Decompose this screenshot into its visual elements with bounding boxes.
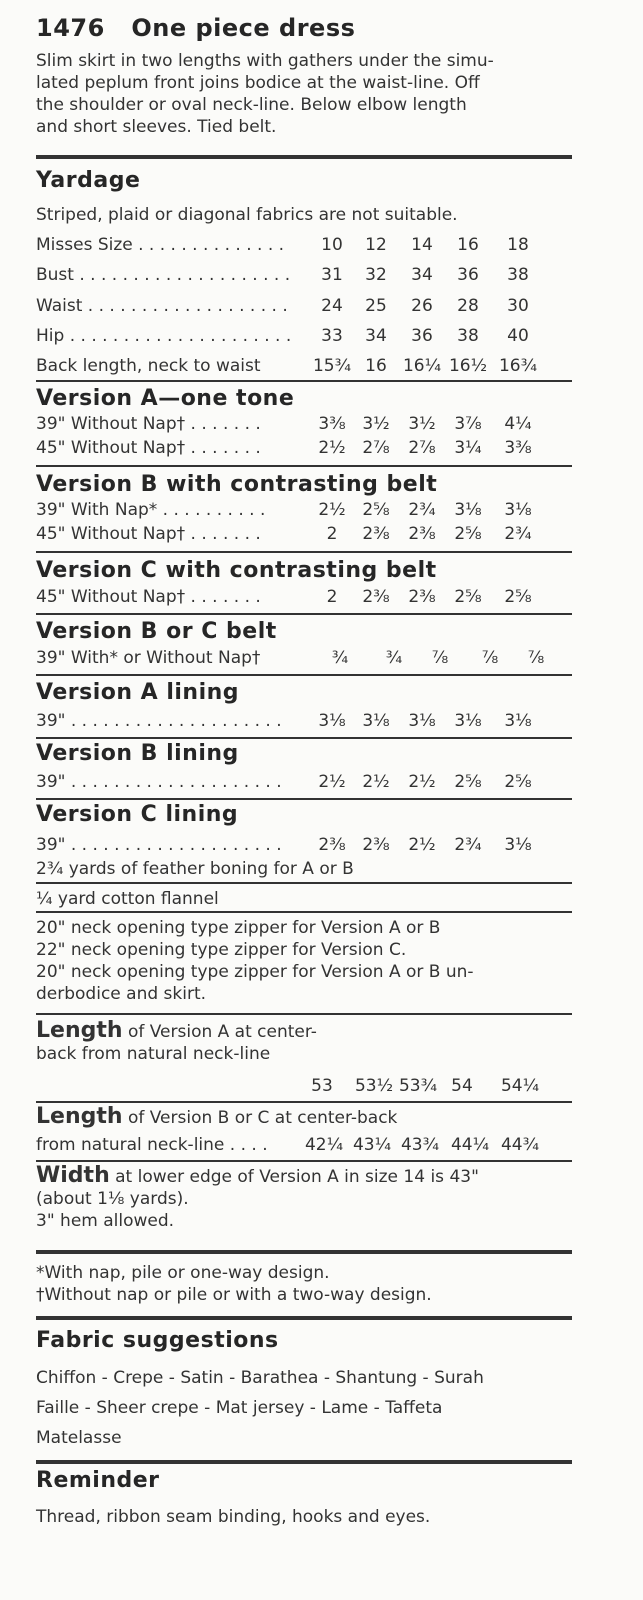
value-cell: 2⅜ — [362, 524, 390, 544]
version-a-heading: Version A—one tone — [36, 386, 295, 411]
value-cell: 3⅛ — [504, 835, 532, 855]
value-cell: 24 — [321, 296, 343, 316]
value-cell: 2¾ — [454, 835, 482, 855]
value-cell: 2⅝ — [504, 772, 532, 792]
value-cell: ⅞ — [431, 648, 449, 668]
value-cell: 2⅜ — [318, 835, 346, 855]
fabric-width-label: 39" . . . . . . . . . . . . . . . . . . . . — [36, 772, 282, 792]
divider — [36, 1460, 572, 1464]
value-cell: 32 — [365, 265, 387, 285]
value-cell: 15¾ — [312, 356, 352, 376]
length-bc-block — [36, 1106, 572, 1129]
fabric-line: Matelasse — [36, 1428, 122, 1448]
fabric-list — [36, 1363, 572, 1453]
value-cell: 3⅛ — [408, 711, 436, 731]
value-cell: 33 — [321, 326, 343, 346]
value-cell: 3½ — [408, 414, 436, 434]
value-cell: 14 — [411, 235, 433, 255]
value-cell: 16½ — [448, 356, 488, 376]
fabric-width-label: 45" Without Nap† . . . . . . . — [36, 587, 261, 607]
value-cell: ⅞ — [481, 648, 499, 668]
value-cell: 2½ — [318, 438, 346, 458]
zipper-line: 20" neck opening type zipper for Version A or B — [36, 918, 441, 938]
value-cell: 26 — [411, 296, 433, 316]
value-cell: 34 — [365, 326, 387, 346]
width-head: Width — [36, 1163, 110, 1188]
value-cell: 2⅞ — [408, 438, 436, 458]
measurement-label: Misses Size . . . . . . . . . . . . . . — [36, 235, 285, 255]
yardage-row — [36, 648, 572, 672]
divider — [36, 1013, 572, 1015]
value-cell: 2½ — [318, 500, 346, 520]
value-cell: 2½ — [408, 835, 436, 855]
pattern-number: 1476 — [36, 14, 105, 42]
length-bc-line1: of Version B or C at center-back — [127, 1108, 398, 1128]
length-a-head: Length — [36, 1018, 123, 1043]
value-cell: 16¼ — [402, 356, 442, 376]
footnotes — [36, 1262, 572, 1306]
yardage-row — [36, 438, 572, 462]
yardage-note: Striped, plaid or diagonal fabrics are not suitable. — [36, 205, 458, 225]
value-cell: 54¼ — [500, 1076, 540, 1096]
value-cell: 2⅝ — [362, 500, 390, 520]
value-cell: 2⅝ — [454, 524, 482, 544]
divider — [36, 380, 572, 382]
value-cell: 18 — [507, 235, 529, 255]
version-a-lining-heading: Version A lining — [36, 680, 240, 705]
value-cell: 3½ — [362, 414, 390, 434]
value-cell: 44¼ — [450, 1135, 490, 1155]
value-cell: 53¾ — [398, 1076, 438, 1096]
yardage-row — [36, 835, 572, 859]
value-cell: 2⅜ — [408, 524, 436, 544]
divider — [36, 911, 572, 913]
value-cell: 2⅝ — [454, 772, 482, 792]
value-cell: 3⅜ — [318, 414, 346, 434]
reminder-text: Thread, ribbon seam binding, hooks and eyes. — [36, 1507, 431, 1527]
divider — [36, 551, 572, 553]
value-cell: 2⅜ — [408, 587, 436, 607]
value-cell: 54 — [451, 1076, 473, 1096]
description-line: Slim skirt in two lengths with gathers under the simu- — [36, 51, 494, 71]
zipper-line: 20" neck opening type zipper for Version A or B un- — [36, 962, 474, 982]
yardage-row — [36, 414, 572, 438]
yardage-heading: Yardage — [36, 168, 141, 193]
footnote: †Without nap or pile or with a two-way design. — [36, 1285, 432, 1305]
measurement-label: Waist . . . . . . . . . . . . . . . . . . . — [36, 296, 288, 316]
fabric-width-label: 45" Without Nap† . . . . . . . — [36, 438, 261, 458]
length-bc-line2: from natural neck-line . . . . — [36, 1135, 268, 1155]
boning-note: 2¾ yards of feather boning for A or B — [36, 859, 354, 879]
divider — [36, 1250, 572, 1254]
value-cell: ¾ — [331, 648, 349, 668]
zipper-line: derbodice and skirt. — [36, 984, 207, 1004]
value-cell: 40 — [507, 326, 529, 346]
fabric-width-label: 39" With Nap* . . . . . . . . . . — [36, 500, 266, 520]
divider — [36, 613, 572, 615]
value-cell: 4¼ — [504, 414, 532, 434]
value-cell: 2⅜ — [362, 835, 390, 855]
value-cell: 12 — [365, 235, 387, 255]
yardage-row — [36, 500, 572, 524]
fabric-line: Faille - Sheer crepe - Mat jersey - Lame - Taffeta — [36, 1398, 443, 1418]
width-line2: (about 1⅛ yards). — [36, 1189, 189, 1209]
description — [36, 50, 572, 138]
zipper-line: 22" neck opening type zipper for Version C. — [36, 940, 407, 960]
divider — [36, 1160, 572, 1162]
value-cell: 44¾ — [500, 1135, 540, 1155]
yardage-row — [36, 711, 572, 735]
description-line: and short sleeves. Tied belt. — [36, 117, 277, 137]
value-cell: 16 — [365, 356, 387, 376]
value-cell: 2⅜ — [362, 587, 390, 607]
value-cell: 2¾ — [504, 524, 532, 544]
value-cell: 42¼ — [304, 1135, 344, 1155]
version-b-lining-heading: Version B lining — [36, 741, 239, 766]
fabric-width-label: 39" . . . . . . . . . . . . . . . . . . . . — [36, 835, 282, 855]
version-c-lining-heading: Version C lining — [36, 802, 239, 827]
width-block — [36, 1165, 572, 1232]
value-cell: 3⅛ — [504, 500, 532, 520]
divider — [36, 882, 572, 884]
divider — [36, 1101, 572, 1103]
value-cell: 2¾ — [408, 500, 436, 520]
length-a-values — [36, 1076, 572, 1100]
divider — [36, 465, 572, 467]
yardage-row — [36, 772, 572, 796]
value-cell: 2⅝ — [454, 587, 482, 607]
measurement-label: Hip . . . . . . . . . . . . . . . . . . . . . — [36, 326, 292, 346]
belt-heading: Version B or C belt — [36, 619, 277, 644]
measurement-row — [36, 356, 572, 380]
value-cell: 3⅞ — [454, 414, 482, 434]
value-cell: 53 — [311, 1076, 333, 1096]
fabric-heading: Fabric suggestions — [36, 1328, 279, 1353]
value-cell: 2½ — [408, 772, 436, 792]
value-cell: 2 — [326, 587, 338, 607]
flannel-note: ¼ yard cotton flannel — [36, 889, 219, 909]
value-cell: 3⅛ — [454, 500, 482, 520]
value-cell: ⅞ — [527, 648, 545, 668]
value-cell: 43¼ — [352, 1135, 392, 1155]
value-cell: 3⅛ — [318, 711, 346, 731]
length-bc-row — [36, 1135, 572, 1159]
width-line3: 3" hem allowed. — [36, 1211, 175, 1231]
value-cell: 3¼ — [454, 438, 482, 458]
length-bc-head: Length — [36, 1104, 123, 1129]
fabric-width-label: 45" Without Nap† . . . . . . . — [36, 524, 261, 544]
length-a-block — [36, 1020, 572, 1065]
fabric-width-label: 39" Without Nap† . . . . . . . — [36, 414, 261, 434]
value-cell: ¾ — [385, 648, 403, 668]
length-a-line1: of Version A at center- — [127, 1022, 317, 1042]
value-cell: 3⅛ — [454, 711, 482, 731]
length-a-line2: back from natural neck-line — [36, 1044, 271, 1064]
version-c-heading: Version C with contrasting belt — [36, 558, 437, 583]
yardage-row — [36, 587, 572, 611]
footnote: *With nap, pile or one-way design. — [36, 1263, 330, 1283]
measurement-row — [36, 235, 572, 259]
value-cell: 43¾ — [400, 1135, 440, 1155]
divider — [36, 737, 572, 739]
measurement-row — [36, 296, 572, 320]
reminder-heading: Reminder — [36, 1468, 160, 1493]
value-cell: 3⅛ — [504, 711, 532, 731]
yardage-row — [36, 524, 572, 548]
description-line: lated peplum front joins bodice at the waist-line. Off — [36, 73, 480, 93]
value-cell: 16¾ — [498, 356, 538, 376]
value-cell: 30 — [507, 296, 529, 316]
value-cell: 2½ — [318, 772, 346, 792]
zipper-notes — [36, 917, 572, 1005]
value-cell: 2 — [326, 524, 338, 544]
value-cell: 2½ — [362, 772, 390, 792]
value-cell: 28 — [457, 296, 479, 316]
value-cell: 38 — [507, 265, 529, 285]
divider — [36, 155, 572, 159]
version-b-heading: Version B with contrasting belt — [36, 472, 438, 497]
measurement-row — [36, 265, 572, 289]
value-cell: 3⅛ — [362, 711, 390, 731]
divider — [36, 1316, 572, 1320]
fabric-width-label: 39" . . . . . . . . . . . . . . . . . . . . — [36, 711, 282, 731]
value-cell: 10 — [321, 235, 343, 255]
pattern-title — [36, 14, 572, 42]
fabric-line: Chiffon - Crepe - Satin - Barathea - Shantung - Surah — [36, 1368, 484, 1388]
value-cell: 16 — [457, 235, 479, 255]
pattern-name: One piece dress — [131, 14, 356, 42]
value-cell: 25 — [365, 296, 387, 316]
value-cell: 36 — [457, 265, 479, 285]
value-cell: 31 — [321, 265, 343, 285]
measurement-label: Bust . . . . . . . . . . . . . . . . . . . . — [36, 265, 291, 285]
width-line1: at lower edge of Version A in size 14 is 43" — [115, 1167, 479, 1187]
value-cell: 2⅞ — [362, 438, 390, 458]
fabric-width-label: 39" With* or Without Nap† — [36, 648, 261, 668]
value-cell: 2⅝ — [504, 587, 532, 607]
measurement-label: Back length, neck to waist — [36, 356, 261, 376]
value-cell: 53½ — [354, 1076, 394, 1096]
value-cell: 38 — [457, 326, 479, 346]
value-cell: 34 — [411, 265, 433, 285]
description-line: the shoulder or oval neck-line. Below elbow length — [36, 95, 467, 115]
divider — [36, 798, 572, 800]
value-cell: 36 — [411, 326, 433, 346]
divider — [36, 674, 572, 676]
measurement-row — [36, 326, 572, 350]
value-cell: 3⅜ — [504, 438, 532, 458]
